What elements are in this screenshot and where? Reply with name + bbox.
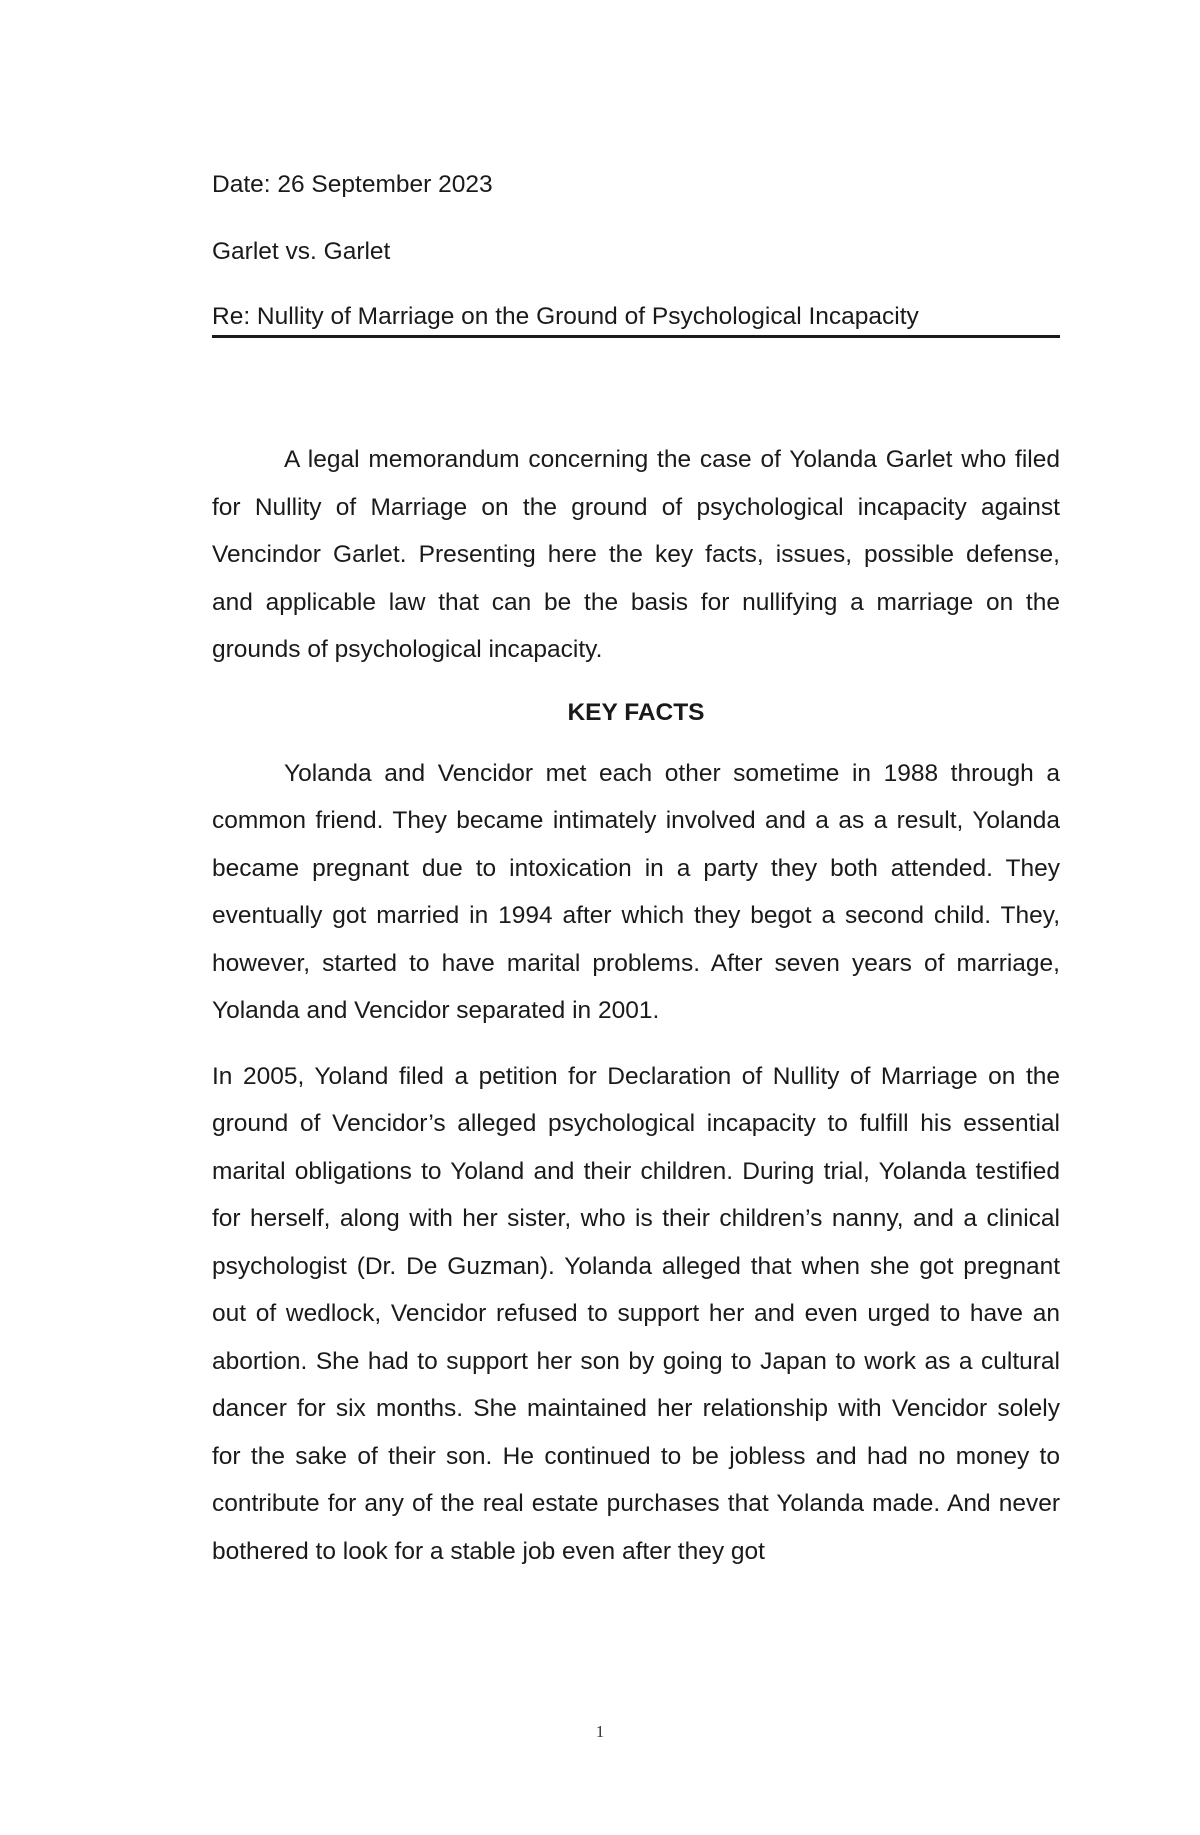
case-title: Garlet vs. Garlet <box>212 238 391 265</box>
section-heading-key-facts: KEY FACTS <box>567 698 705 726</box>
memo-subject-line: Re: Nullity of Marriage on the Ground of Psychological Incapacity <box>212 299 1060 338</box>
facts-paragraph-1: Yolanda and Vencidor met each other sometime in 1988 through a common friend. They became intimately involved and a as a result, Yolanda became pregnant due to intoxication in a party they both attended. They eventually got married in 1994 after which they begot a second child. They, however, started to have marital problems. After seven years of marriage, Yolanda and Vencidor separated in 2001. <box>212 759 1060 1024</box>
page-number: 1 <box>595 1722 605 1741</box>
memo-date: Date: 26 September 2023 <box>212 171 493 198</box>
facts-paragraph-2: In 2005, Yoland filed a petition for Declaration of Nullity of Marriage on the ground of Vencidor’s alleged psychological incapacity to fulfill his essential marital obligations to Yoland and their children. During trial, Yolanda testified for herself, along with her sister, who is their children’s nanny, and a clinical psychologist (Dr. De Guzman). Yolanda alleged that when she got pregnant out of wedlock, Vencidor refused to support her and even urged to have an abortion. She had to support her son by going to Japan to work as a cultural dancer for six months. She maintained her relationship with Vencidor solely for the sake of their son. He continued to be jobless and had no money to contribute for any of the real estate purchases that Yolanda made. And never bothered to look for a stable job even after they got <box>212 1062 1060 1565</box>
intro-paragraph: A legal memorandum concerning the case of Yolanda Garlet who filed for Nullity of Marriage on the ground of psychological incapacity against Vencindor Garlet. Presenting here the key facts, issues, possible defense, and applicable law that can be the basis for nullifying a marriage on the grounds of psychological incapacity. <box>212 446 1060 663</box>
memo-content <box>212 165 1060 1575</box>
